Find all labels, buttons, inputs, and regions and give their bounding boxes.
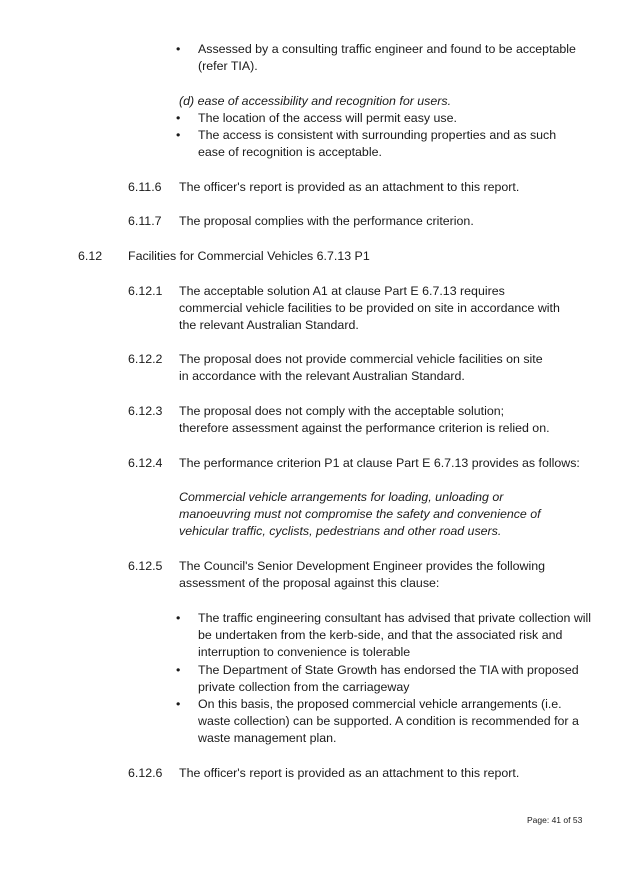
criterion-quote: Commercial vehicle arrangements for loading, unloading or manoeuvring must not compromise the safety and convenience of vehicular traffic, cyclists, pedestrians and other road users.: [179, 490, 541, 538]
section-number: 6.12.4: [128, 456, 163, 470]
bullet-marker: •: [176, 128, 181, 142]
section-number: 6.12.2: [128, 352, 163, 366]
section-text: The proposal complies with the performance criterion.: [179, 214, 474, 228]
section-number: 6.12.3: [128, 404, 163, 418]
section-text: The Council's Senior Development Engineer provides the following assessment of the proposal against this clause:: [179, 559, 546, 590]
section-number: 6.11.6: [128, 180, 162, 194]
section-text: The proposal does not comply with the acceptable solution; therefore assessment against the performance criterion is relied on.: [179, 404, 550, 435]
section-text: The performance criterion P1 at clause Part E 6.7.13 provides as follows:: [179, 456, 580, 470]
bullet-text: The access is consistent with surrounding properties and as such ease of recognition is acceptable.: [198, 128, 557, 159]
bullet-text: Assessed by a consulting traffic engineer and found to be acceptable (refer TIA).: [198, 42, 576, 73]
bullet-marker: •: [176, 697, 181, 711]
bullet-text: The Department of State Growth has endorsed the TIA with proposed private collection from the carriageway: [198, 663, 579, 694]
bullet-marker: •: [176, 663, 181, 677]
section-title: Facilities for Commercial Vehicles 6.7.13 P1: [128, 249, 370, 263]
bullet-marker: •: [176, 111, 181, 125]
bullet-text: The traffic engineering consultant has advised that private collection will be undertaken from the kerb-side, and that the associated risk and interruption to convenience is tolerable: [198, 611, 592, 659]
bullet-text: The location of the access will permit easy use.: [198, 111, 457, 125]
bullet-text: On this basis, the proposed commercial vehicle arrangements (i.e. waste collection) can be supported. A condition is recommended for a waste management plan.: [198, 697, 579, 745]
bullet-marker: •: [176, 42, 181, 56]
criterion-d-heading: (d) ease of accessibility and recognition for users.: [179, 94, 452, 108]
page-number: Page: 41 of 53: [527, 815, 583, 825]
section-number: 6.11.7: [128, 214, 162, 228]
section-number: 6.12.5: [128, 559, 163, 573]
bullet-marker: •: [176, 611, 181, 625]
section-number: 6.12.1: [128, 284, 163, 298]
section-number: 6.12.6: [128, 766, 163, 780]
section-text: The officer's report is provided as an attachment to this report.: [179, 180, 520, 194]
section-number: 6.12: [78, 249, 103, 263]
section-text: The acceptable solution A1 at clause Part E 6.7.13 requires commercial vehicle facilities to be provided on site in accordance with the relevant Australian Standard.: [179, 284, 560, 332]
section-text: The proposal does not provide commercial vehicle facilities on site in accordance with the relevant Australian Standard.: [179, 352, 543, 383]
section-text: The officer's report is provided as an attachment to this report.: [179, 766, 520, 780]
